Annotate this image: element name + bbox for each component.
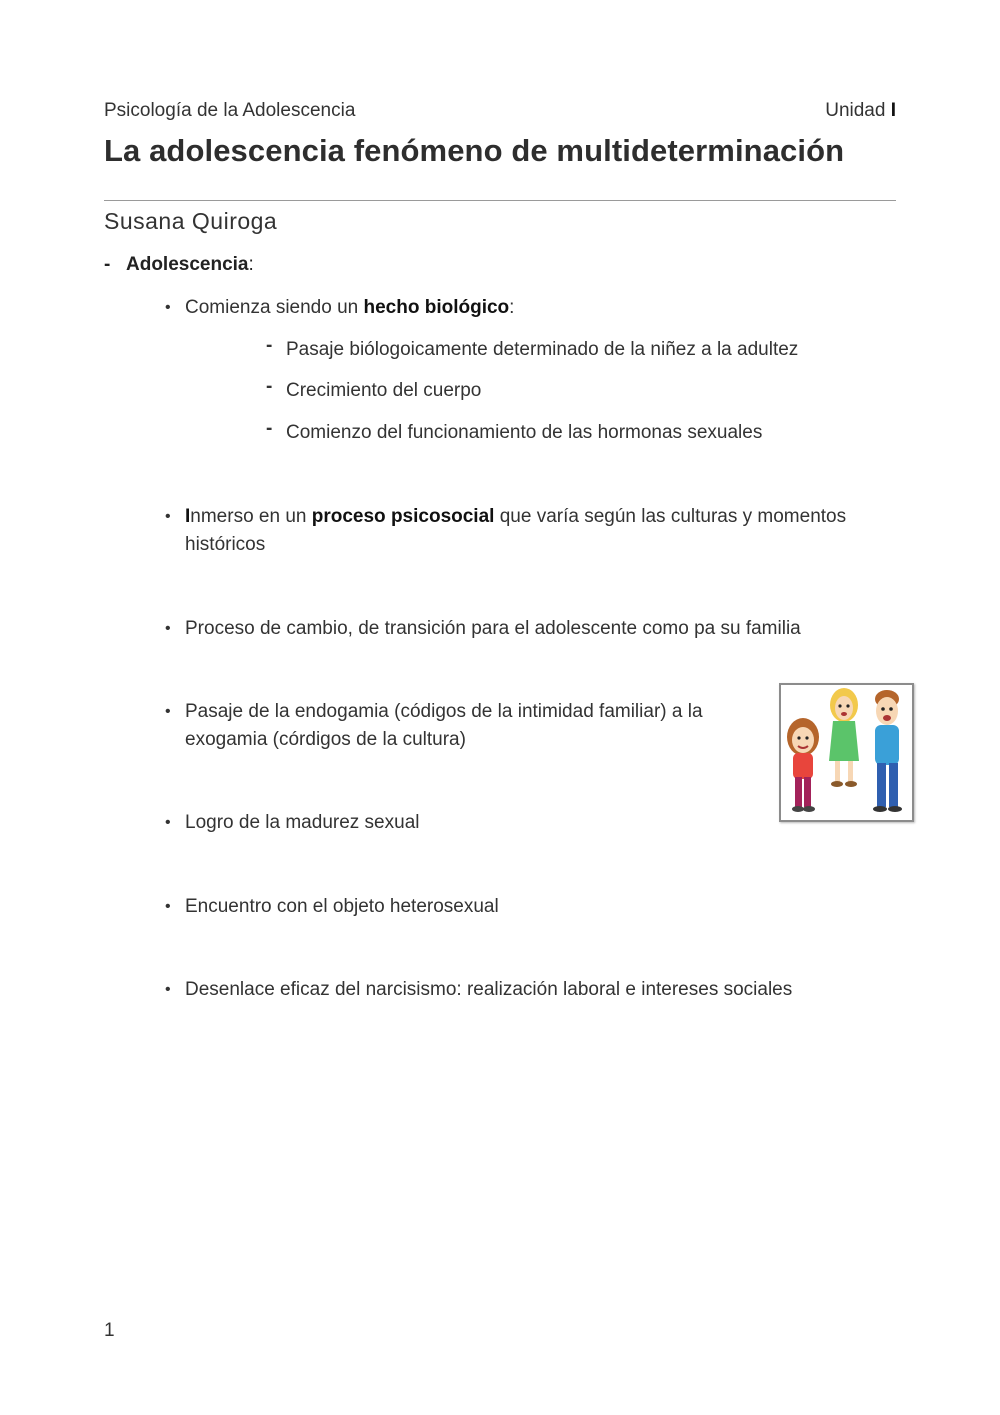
sub-item-text: Comienzo del funcionamiento de las hormonas sexuales <box>286 422 763 443</box>
sub-list-item <box>266 377 481 405</box>
section-colon: : <box>248 254 254 275</box>
family-illustration <box>779 683 914 822</box>
woman-dress <box>829 721 859 761</box>
item-text: Pasaje de la endogamia (códigos de la intimidad familiar) a la <box>185 701 703 722</box>
bullet-icon: • <box>165 508 171 525</box>
sub-item-text: Crecimiento del cuerpo <box>286 380 482 401</box>
section-heading <box>104 254 254 276</box>
list-item <box>165 615 801 643</box>
document-title: La adolescencia fenómeno de multideterminación <box>104 133 845 168</box>
item-bold-text: I <box>185 506 191 527</box>
list-item <box>165 698 703 754</box>
section-dash: - <box>104 254 111 275</box>
bullet-icon: • <box>165 620 171 637</box>
course-header: Psicología de la Adolescencia <box>104 100 356 121</box>
item-text: Encuentro con el objeto heterosexual <box>185 896 499 917</box>
list-item <box>165 503 905 559</box>
bullet-icon: • <box>165 981 171 998</box>
item-text: : <box>509 297 515 318</box>
sub-dash: - <box>266 335 273 356</box>
girl-shirt <box>793 753 813 779</box>
section-term: Adolescencia <box>126 254 249 275</box>
unit-number: I <box>890 100 896 121</box>
item-text: nmerso en un <box>190 506 312 527</box>
author-name: Susana Quiroga <box>104 208 278 234</box>
bullet-icon: • <box>165 703 171 720</box>
man-shirt <box>875 725 899 765</box>
bullet-icon: • <box>165 299 171 316</box>
item-text: Proceso de cambio, de transición para el adolescente como pa su familia <box>185 618 801 639</box>
sub-list-item <box>266 419 762 447</box>
title-divider <box>104 200 896 201</box>
girl-face <box>792 727 814 753</box>
girl-pants <box>795 777 802 807</box>
list-item <box>165 809 419 837</box>
list-item <box>165 294 514 322</box>
item-text: Comienza siendo un <box>185 297 364 318</box>
item-bold-text: proceso psicosocial <box>311 506 495 527</box>
item-text: Logro de la madurez sexual <box>185 812 420 833</box>
bullet-icon: • <box>165 814 171 831</box>
sub-dash: - <box>266 376 273 397</box>
sub-dash: - <box>266 418 273 439</box>
unit-header <box>825 100 896 122</box>
bullet-icon: • <box>165 898 171 915</box>
list-item <box>165 893 499 921</box>
cartoon-family-image <box>781 685 912 820</box>
unit-label: Unidad <box>825 100 886 121</box>
list-item <box>165 976 792 1004</box>
item-text: que varía según las culturas y momentos <box>494 506 847 527</box>
woman-face <box>835 696 853 720</box>
item-text-line2: exogamia (córdigos de la cultura) <box>185 729 466 750</box>
page-number: 1 <box>104 1320 115 1341</box>
item-text-line2: históricos <box>185 534 266 555</box>
man-pants <box>877 763 886 807</box>
item-bold-text: hecho biológico <box>363 297 510 318</box>
item-text: Desenlace eficaz del narcisismo: realización laboral e intereses sociales <box>185 979 793 1000</box>
sub-list-item <box>266 336 798 364</box>
sub-item-text: Pasaje biólogoicamente determinado de la niñez a la adultez <box>286 339 799 360</box>
